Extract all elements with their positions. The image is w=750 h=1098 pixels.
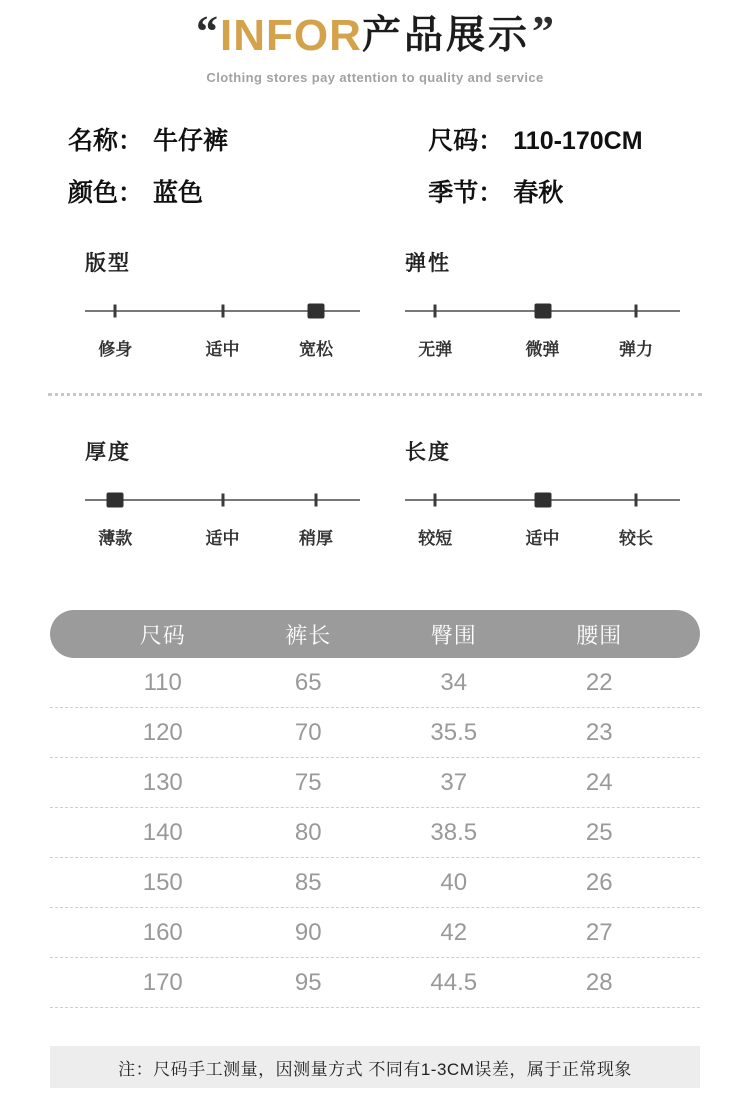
title-line — [0, 8, 750, 64]
attribute-sliders — [85, 247, 680, 546]
table-row — [50, 958, 700, 1008]
close-quote: ” — [531, 7, 554, 56]
slider-tick — [635, 494, 638, 507]
cell-pants-length: 70 — [294, 718, 322, 746]
brand-text: INFOR — [220, 11, 362, 60]
slider-option: 适中 — [205, 529, 240, 548]
table-row — [50, 658, 700, 708]
cell-hip: 44.5 — [430, 968, 478, 996]
info-colon: ： — [118, 127, 144, 155]
attribute-title: 长度 — [405, 441, 451, 464]
slider-tick — [434, 305, 437, 318]
cell-waist: 24 — [585, 768, 613, 796]
slider-tick — [534, 304, 551, 319]
cell-pants-length: 65 — [294, 668, 322, 696]
cell-waist: 25 — [585, 818, 613, 846]
cell-size: 110 — [143, 668, 182, 696]
info-value: 蓝色 — [153, 179, 204, 207]
measurement-note: 注：尺码手工测量，因测量方式 不同有1-3CM误差，属于正常现象 — [118, 1059, 632, 1079]
cell-hip: 38.5 — [430, 818, 478, 846]
fit-slider — [85, 303, 360, 319]
slider-option: 适中 — [205, 340, 240, 359]
info-colon: ： — [478, 179, 504, 207]
attribute-title: 厚度 — [85, 441, 131, 464]
col-header-size: 尺码 — [139, 622, 186, 648]
slider-tick — [107, 493, 124, 508]
cell-pants-length: 80 — [294, 818, 322, 846]
cell-size: 160 — [142, 918, 183, 946]
page-subtitle: Clothing stores pay attention to quality and service — [206, 70, 544, 85]
slider-option: 宽松 — [299, 340, 333, 359]
table-row — [50, 758, 700, 808]
cell-size: 140 — [142, 818, 183, 846]
info-colon: ： — [478, 127, 504, 155]
attribute-title: 版型 — [85, 252, 131, 275]
slider-tick — [534, 493, 551, 508]
slider-option: 适中 — [525, 529, 560, 548]
attribute-fit — [85, 247, 360, 357]
info-label: 尺码 — [428, 127, 479, 155]
cell-hip: 35.5 — [430, 718, 478, 746]
elasticity-slider — [405, 303, 680, 319]
slider-labels — [85, 335, 360, 357]
slider-tick — [434, 494, 437, 507]
info-value: 春秋 — [513, 179, 564, 207]
info-item-season — [428, 173, 700, 209]
cell-waist: 28 — [585, 968, 613, 996]
slider-tick — [221, 305, 224, 318]
attribute-elasticity — [405, 247, 680, 357]
attribute-thickness — [85, 436, 360, 546]
slider-option: 无弹 — [418, 340, 453, 359]
cell-size: 120 — [142, 718, 183, 746]
slider-option: 弹力 — [619, 340, 653, 359]
size-table-header — [50, 610, 700, 658]
cell-pants-length: 90 — [294, 918, 322, 946]
slider-option: 薄款 — [98, 529, 133, 548]
col-header-waist: 腰围 — [576, 622, 623, 648]
cell-waist: 27 — [585, 918, 613, 946]
attribute-length — [405, 436, 680, 546]
slider-tick — [635, 305, 638, 318]
length-slider — [405, 492, 680, 508]
cell-hip: 37 — [440, 768, 468, 796]
slider-option: 修身 — [98, 340, 133, 359]
attribute-title: 弹性 — [405, 252, 451, 275]
size-table — [50, 610, 700, 1008]
table-row — [50, 708, 700, 758]
slider-labels — [85, 524, 360, 546]
table-row — [50, 908, 700, 958]
cell-size: 130 — [142, 768, 183, 796]
slider-tick — [315, 494, 318, 507]
info-item-size — [428, 121, 700, 157]
slider-option: 稍厚 — [299, 529, 333, 548]
product-info — [68, 121, 700, 209]
info-label: 季节 — [428, 179, 479, 207]
slider-option: 微弹 — [525, 340, 560, 359]
info-label: 颜色 — [68, 179, 119, 207]
open-quote: “ — [196, 7, 219, 56]
dotted-divider — [48, 393, 702, 396]
cell-size: 150 — [142, 868, 183, 896]
cell-waist: 23 — [585, 718, 613, 746]
cell-hip: 40 — [440, 868, 468, 896]
info-label: 名称 — [68, 127, 119, 155]
info-value: 110-170CM — [513, 127, 643, 155]
slider-tick — [114, 305, 117, 318]
cell-waist: 22 — [585, 668, 613, 696]
col-header-hip: 臀围 — [430, 622, 477, 648]
table-row — [50, 858, 700, 908]
slider-labels — [405, 524, 680, 546]
measurement-note-band — [50, 1046, 700, 1088]
page-title: 产品展示 — [361, 14, 530, 57]
cell-size: 170 — [142, 968, 183, 996]
cell-pants-length: 95 — [294, 968, 322, 996]
thickness-slider — [85, 492, 360, 508]
slider-option: 较短 — [418, 529, 453, 548]
info-item-name — [68, 121, 428, 157]
col-header-pants-length: 裤长 — [285, 622, 332, 648]
table-row — [50, 808, 700, 858]
slider-tick — [221, 494, 224, 507]
info-item-color — [68, 173, 428, 209]
slider-option: 较长 — [619, 529, 653, 548]
cell-waist: 26 — [585, 868, 613, 896]
page-header — [0, 0, 750, 85]
info-value: 牛仔裤 — [153, 127, 229, 155]
cell-pants-length: 75 — [294, 768, 322, 796]
slider-labels — [405, 335, 680, 357]
cell-pants-length: 85 — [294, 868, 322, 896]
cell-hip: 34 — [440, 668, 468, 696]
info-colon: ： — [118, 179, 144, 207]
slider-tick — [308, 304, 325, 319]
cell-hip: 42 — [440, 918, 468, 946]
